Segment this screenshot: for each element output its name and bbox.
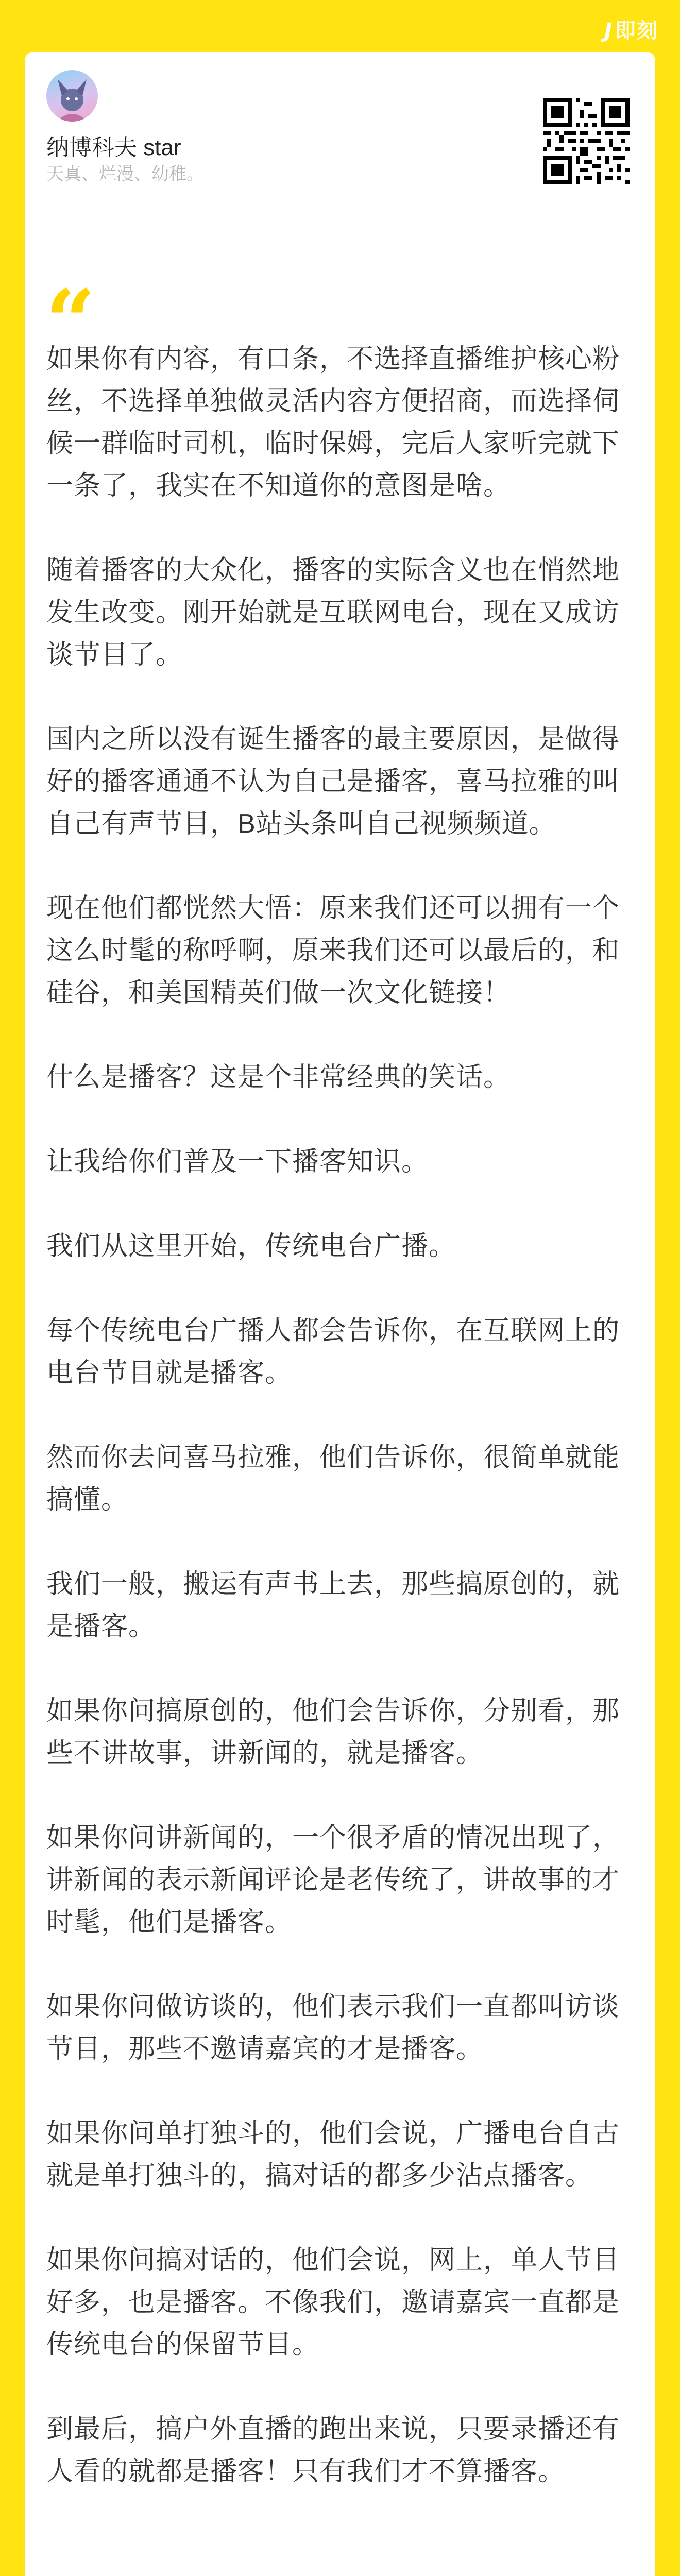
paragraph: 如果你问单打独斗的，他们会说，广播电台自古就是单打独斗的，搞对话的都多少沾点播客。 [46, 2119, 620, 2191]
paragraph: 什么是播客？这是个非常经典的笑话。 [46, 1062, 511, 1092]
post-card [25, 52, 655, 2576]
post-body [46, 338, 639, 2535]
paragraph: 如果你问讲新闻的，一个很矛盾的情况出现了，讲新闻的表示新闻评论是老传统了，讲故事的才时髦，他们是播客。 [46, 1823, 620, 1937]
avatar[interactable] [46, 70, 98, 122]
paragraph: 如果你问做访谈的，他们表示我们一直都叫访谈节目，那些不邀请嘉宾的才是播客。 [46, 1992, 620, 2064]
jike-logo-icon: J [604, 19, 613, 43]
paragraph: 我们从这里开始，传统电台广播。 [46, 1231, 456, 1261]
avatar-illustration-icon [46, 70, 98, 122]
brand-label: 即刻 [615, 19, 658, 43]
paragraph: 国内之所以没有诞生播客的最主要原因，是做得好的播客通通不认为自己是播客，喜马拉雅的叫自己有声节目，B站头条叫自己视频频道。 [46, 724, 620, 839]
paragraph: 如果你问搞对话的，他们会说，网上，单人节目好多，也是播客。不像我们，邀请嘉宾一直都是传统电台的保留节目。 [46, 2245, 620, 2360]
paragraph: 我们一般，搬运有声书上去，那些搞原创的，就是播客。 [46, 1569, 620, 1641]
qr-code-icon[interactable] [543, 98, 630, 184]
paragraph: 如果你问搞原创的，他们会告诉你，分别看，那些不讲故事，讲新闻的，就是播客。 [46, 1696, 620, 1768]
paragraph: 如果你有内容，有口条，不选择直播维护核心粉丝，不选择单独做灵活内容方便招商，而选择伺候一群临时司机，临时保姆，完后人家听完就下一条了，我实在不知道你的意图是啥。 [46, 344, 620, 501]
open-quote-icon: “ [45, 270, 96, 374]
paragraph: 然而你去问喜马拉雅，他们告诉你，很简单就能搞懂。 [46, 1443, 620, 1515]
paragraph: 让我给你们普及一下播客知识。 [46, 1147, 429, 1177]
author-name[interactable]: 纳博科夫 star [46, 135, 181, 160]
brand-logo-top [604, 14, 658, 44]
paragraph: 每个传统电台广播人都会告诉你，在互联网上的电台节目就是播客。 [46, 1316, 620, 1388]
paragraph: 现在他们都恍然大悟：原来我们还可以拥有一个这么时髦的称呼啊，原来我们还可以最后的，和硅谷，和美国精英们做一次文化链接！ [46, 893, 620, 1008]
paragraph: 随着播客的大众化，播客的实际含义也在悄然地发生改变。刚开始就是互联网电台，现在又成访谈节目了。 [46, 555, 620, 670]
author-tagline: 天真、烂漫、幼稚。 [46, 164, 204, 184]
paragraph: 到最后，搞户外直播的跑出来说，只要录播还有人看的就都是播客！只有我们才不算播客。 [46, 2414, 620, 2486]
